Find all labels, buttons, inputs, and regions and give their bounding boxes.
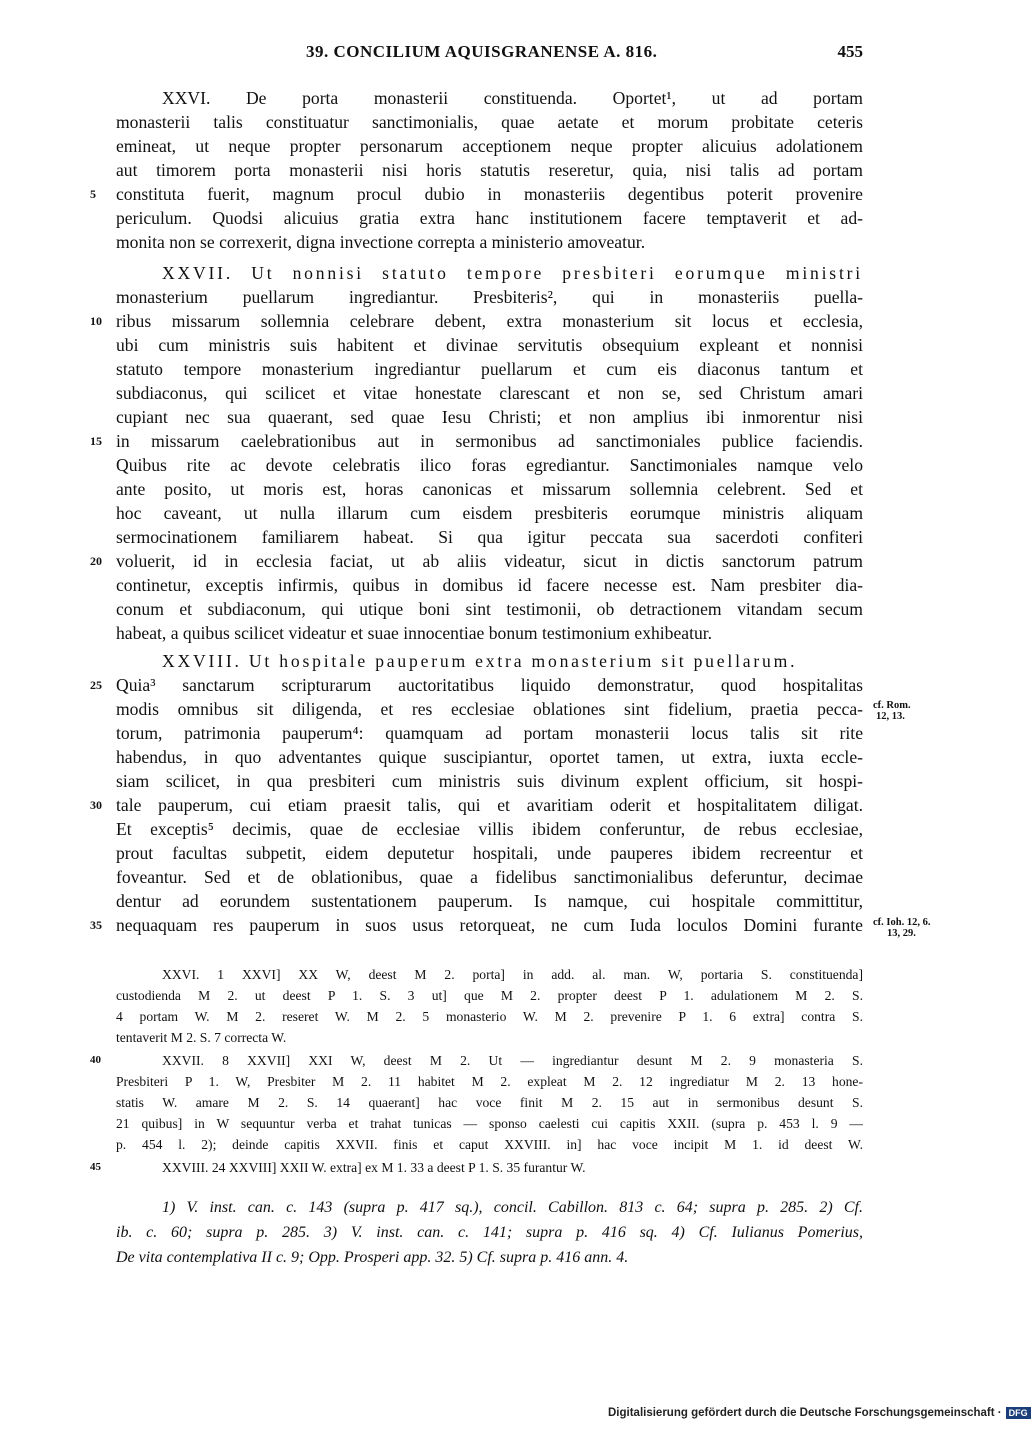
apparatus-line: 4 portam W. M 2. reseret W. M 2. 5 monasterio W. M 2. prevenire P 1. 6 extra] contra S.	[116, 1009, 863, 1024]
text-line: hoc caveant, ut nulla illarum cum eisdem presbiteris eorumque ministris aliquam	[116, 503, 863, 523]
digitization-footer	[608, 1407, 1031, 1419]
text-line: sermocinationem familiarem habeat. Si qua igitur peccata sua sacerdoti confiteri	[116, 527, 863, 547]
running-header	[116, 42, 863, 72]
text-line: habendus, in quo adventantes quique suscipiantur, oportet tamen, ut extra, iuxta eccle-	[116, 747, 863, 767]
text-line: voluerit, id in ecclesia faciat, ut ab aliis videatur, sicut in dictis sanctorum patrum	[116, 551, 863, 571]
text-line: subdiaconus, qui scilicet et vitae honestate clarescant et non se, sed Christum amari	[116, 383, 863, 403]
apparatus-line: Presbiteri P 1. W, Presbiter M 2. 11 habitet M 2. expleat M 2. 12 ingrediatur M 2. 13 hone-	[116, 1074, 863, 1089]
text-line: ubi cum ministris suis habitent et divinae servitutis obsequium expleant et nonnisi	[116, 335, 863, 355]
text-line: constituta fuerit, magnum procul dubio in monasteriis degentibus poterit provenire	[116, 184, 863, 204]
line-number: 35	[90, 918, 102, 932]
text-line: nequaquam res pauperum in suos usus retorqueat, ne cum Iuda loculos Domini furante	[116, 915, 863, 935]
text-line: Et exceptis⁵ decimis, quae de ecclesiae villis ibidem conferuntur, de rebus ecclesiae,	[116, 819, 863, 839]
text-line: foveantur. Sed et de oblationibus, quae a fidelibus sanctimonialibus deferuntur, decimae	[116, 867, 863, 887]
text-line: habeat, a quibus scilicet videatur et suae innocentiae bonum testimonium exhibeatur.	[116, 623, 713, 643]
text-line: Quia³ sanctarum scripturarum auctoritatibus liquido demonstratur, quod hospitalitas	[116, 675, 863, 695]
footnote-line: 1) V. inst. can. c. 143 (supra p. 417 sq.), concil. Cabillon. 813 c. 64; supra p. 285. 2) Cf.	[162, 1199, 863, 1216]
margin-reference-line: 13, 29.	[887, 928, 916, 939]
line-number: 45	[90, 1161, 101, 1173]
line-number: 5	[90, 187, 96, 201]
line-number: 15	[90, 434, 102, 448]
text-line: modis omnibus sit diligenda, et res ecclesiae oblationes sint fidelium, praetia pecca-	[116, 699, 863, 719]
apparatus-line: 21 quibus] in W sequuntur verba et trahat tunicas — sponso caelesti cui capitis XXII. (supra p. 453 l. 9 —	[116, 1116, 863, 1131]
text-line: cupiant nec sua quaerant, sed quae Iesu Christi; et non amplius ibi inmorentur nisi	[116, 407, 863, 427]
line-number: 25	[90, 678, 102, 692]
line-number: 20	[90, 554, 102, 568]
page-number: 455	[837, 42, 863, 61]
text-line: monita non se correxerit, digna invectione correpta a ministerio amoveatur.	[116, 232, 646, 252]
apparatus-line: XXVII. 8 XXVII] XXI W, deest M 2. Ut — ingrediantur desunt M 2. 9 monasteria S.	[162, 1053, 863, 1068]
margin-reference-line: cf. Rom.	[873, 700, 911, 711]
line-number: 30	[90, 798, 102, 812]
margin-reference	[873, 700, 911, 722]
text-line: periculum. Quodsi alicuius gratia extra hanc institutionem facere temptaverit et ad-	[116, 208, 863, 228]
apparatus-line: custodienda M 2. ut deest P 1. S. 3 ut] que M 2. propter deest P 1. adulationem M 2. S.	[116, 988, 863, 1003]
text-line: ante posito, ut moris est, horas canonicas et missarum sollemnia celebrent. Sed et	[116, 479, 863, 499]
apparatus-line: XXVI. 1 XXVI] XX W, deest M 2. porta] in add. al. man. W, portaria S. constituenda]	[162, 967, 863, 982]
margin-reference	[873, 917, 930, 939]
text-line: XXVI. De porta monasterii constituenda. Oportet¹, ut ad portam	[162, 88, 863, 108]
line-number: 40	[90, 1054, 101, 1066]
text-line: monasterium puellarum ingrediantur. Presbiteris², qui in monasteriis puella-	[116, 287, 863, 307]
text-line: aut timorem porta monasterii nisi horis statutis reseretur, quia, nisi talis ad portam	[116, 160, 863, 180]
footnote-line: ib. c. 60; supra p. 285. 3) V. inst. can. c. 141; supra p. 416 sq. 4) Cf. Iulianus Pomerius,	[116, 1224, 863, 1241]
apparatus-line: tentaverit M 2. S. 7 correcta W.	[116, 1030, 287, 1045]
apparatus-line: p. 454 l. 2); deinde capitis XXVII. finis et caput XXVIII. in] hac voce incipit M 1. id deest W.	[116, 1137, 863, 1152]
text-line: tale pauperum, cui etiam praesit talis, qui et avaritiam oderit et hospitalitatem diligat.	[116, 795, 863, 815]
text-line: dentur ad eorundem sustentationem pauperum. Is namque, cui hospitale committitur,	[116, 891, 863, 911]
footer-text: Digitalisierung gefördert durch die Deutsche Forschungsgemeinschaft ·	[608, 1407, 1002, 1420]
margin-reference-line: cf. Ioh. 12, 6.	[873, 917, 931, 928]
text-line: Quibus rite ac devote celebratis ilico foras egrediantur. Sanctimoniales namque velo	[116, 455, 863, 475]
running-title: 39. CONCILIUM AQUISGRANENSE A. 816.	[306, 42, 658, 61]
text-line: continetur, exceptis infirmis, quibus in domibus id facere necesse est. Nam presbiter dia-	[116, 575, 863, 595]
dfg-logo: DFG	[1006, 1407, 1031, 1419]
line-number: 10	[90, 314, 102, 328]
text-line: ribus missarum sollemnia celebrare debent, extra monasterium sit locus et ecclesia,	[116, 311, 863, 331]
text-line: siam scilicet, in qua presbiteri cum ministris suis divinum explent officium, sit hospi-	[116, 771, 863, 791]
text-line: prout facultas subpetit, eidem deputetur hospitali, unde pauperes ibidem recreentur et	[116, 843, 863, 863]
apparatus-line: XXVIII. 24 XXVIII] XXII W. extra] ex M 1. 33 a deest P 1. S. 35 furantur W.	[162, 1160, 586, 1175]
chapter-heading: XXVII. Ut nonnisi statuto tempore presbiteri eorumque ministri	[162, 263, 863, 283]
text-line: torum, patrimonia pauperum⁴: quamquam ad portam monasterii locus talis sit rite	[116, 723, 863, 743]
text-line: monasterii talis constituatur sanctimonialis, quae aetate et morum probitate ceteris	[116, 112, 863, 132]
apparatus-line: statis W. amare M 2. S. 14 quaerant] hac voce finit M 2. 15 aut in sermonibus desunt S.	[116, 1095, 863, 1110]
chapter-heading: XXVIII. Ut hospitale pauperum extra monasterium sit puellarum.	[162, 651, 798, 671]
footnote-line: De vita contemplativa II c. 9; Opp. Prosperi app. 32. 5) Cf. supra p. 416 ann. 4.	[116, 1249, 629, 1266]
text-line: conum et subdiaconum, qui utique boni sint testimonii, ob detractionem vitandam secum	[116, 599, 863, 619]
margin-reference-line: 12, 13.	[876, 711, 905, 722]
text-line: emineat, ut neque propter personarum acceptionem neque propter alicuius adolationem	[116, 136, 863, 156]
text-line: in missarum caelebrationibus aut in sermonibus ad sanctimoniales publice faciendis.	[116, 431, 863, 451]
text-line: statuto tempore monasterium ingrediantur puellarum et cum eis diaconus tantum et	[116, 359, 863, 379]
